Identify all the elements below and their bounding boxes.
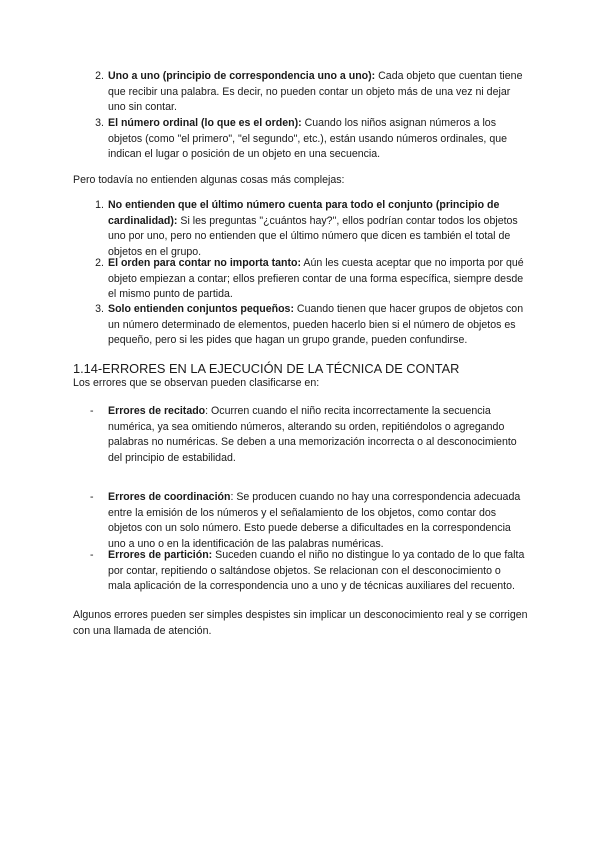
item-text: Cada objeto que cuentan tiene que recibir una palabra. Es decir, no pueden contar un objeto más de una vez ni dejar uno sin contar.	[108, 70, 523, 114]
item-text: Aún les cuesta aceptar que no importa por qué objeto empiezan a contar; ellos prefieren contar de una forma específica, siempre desde el mismo punto de partida.	[108, 257, 524, 301]
item-text: Si les preguntas "¿cuántos hay?", ellos podrían contar todos los objetos uno por uno, pero no entienden que el último número que dicen es también el total de objetos en el grupo.	[108, 214, 518, 258]
error-item	[90, 404, 526, 466]
list-dash: -	[90, 405, 94, 417]
error-text: Suceden cuando el niño no distingue lo ya contado de lo que falta por contar, repitiendo o saltándose objetos. Se relacionan con el desconocimiento o mala aplicación de la correspondencia uno a uno y de técnicas auxiliares del recuento.	[108, 549, 525, 593]
item-title: El orden para contar no importa tanto:	[108, 257, 302, 269]
item-text: Cuando los niños asignan números a los objetos (como "el primero", "el segundo", etc.), están usando números ordinales, que indican el lugar o posición de un objeto en una secuencia.	[108, 117, 507, 161]
list-number: 2.	[95, 257, 104, 269]
item-text: Cuando tienen que hacer grupos de objetos con un número determinado de elementos, pueden hacerlo bien si el número de objetos es pequeño, pero si les pides que hagan un grupo grande, pueden confundirse.	[108, 303, 524, 347]
list-dash: -	[90, 549, 94, 561]
error-title: Errores de coordinación	[108, 491, 231, 503]
closing-paragraph: Algunos errores pueden ser simples despistes sin implicar un desconocimiento real y se corrigen con una llamada de atención.	[73, 609, 528, 637]
list-number: 1.	[95, 199, 104, 211]
item-title: Uno a uno (principio de correspondencia uno a uno):	[108, 70, 376, 82]
error-item	[90, 548, 526, 595]
list-number: 3.	[95, 117, 104, 129]
list-item	[95, 116, 526, 163]
item-title: Solo entienden conjuntos pequeños:	[108, 303, 294, 315]
list-item	[95, 302, 526, 349]
error-text: : Se producen cuando no hay una correspondencia adecuada entre la emisión de los números y el señalamiento de los objetos, como contar dos objetos con un solo número. Esto puede deberse a dificultades en la correspondencia uno a uno o en la identificación de las palabras numéricas.	[108, 491, 521, 550]
error-title: Errores de recitado	[108, 405, 206, 417]
error-text: : Ocurren cuando el niño recita incorrectamente la secuencia numérica, ya sea omitiendo números, alterando su orden, repitiéndolos o agregando palabras no numéricas. Se deben a una memorización incorrecta o al desconocimiento del principio de estabilidad.	[108, 405, 517, 464]
list-number: 2.	[95, 70, 104, 82]
list-item	[95, 198, 526, 260]
list-number: 3.	[95, 303, 104, 315]
item-title: El número ordinal (lo que es el orden):	[108, 117, 302, 129]
intro-paragraph: Pero todavía no entienden algunas cosas más complejas:	[73, 174, 345, 186]
section-heading: 1.14-ERRORES EN LA EJECUCIÓN DE LA TÉCNICA DE CONTAR	[73, 361, 460, 376]
list-item	[95, 69, 526, 116]
error-item	[90, 490, 526, 552]
section-intro: Los errores que se observan pueden clasificarse en:	[73, 377, 320, 389]
item-title: No entienden que el último número cuenta para todo el conjunto (principio de cardinalidad):	[108, 199, 500, 227]
list-item	[95, 256, 526, 303]
error-title: Errores de partición:	[108, 549, 213, 561]
list-dash: -	[90, 491, 94, 503]
